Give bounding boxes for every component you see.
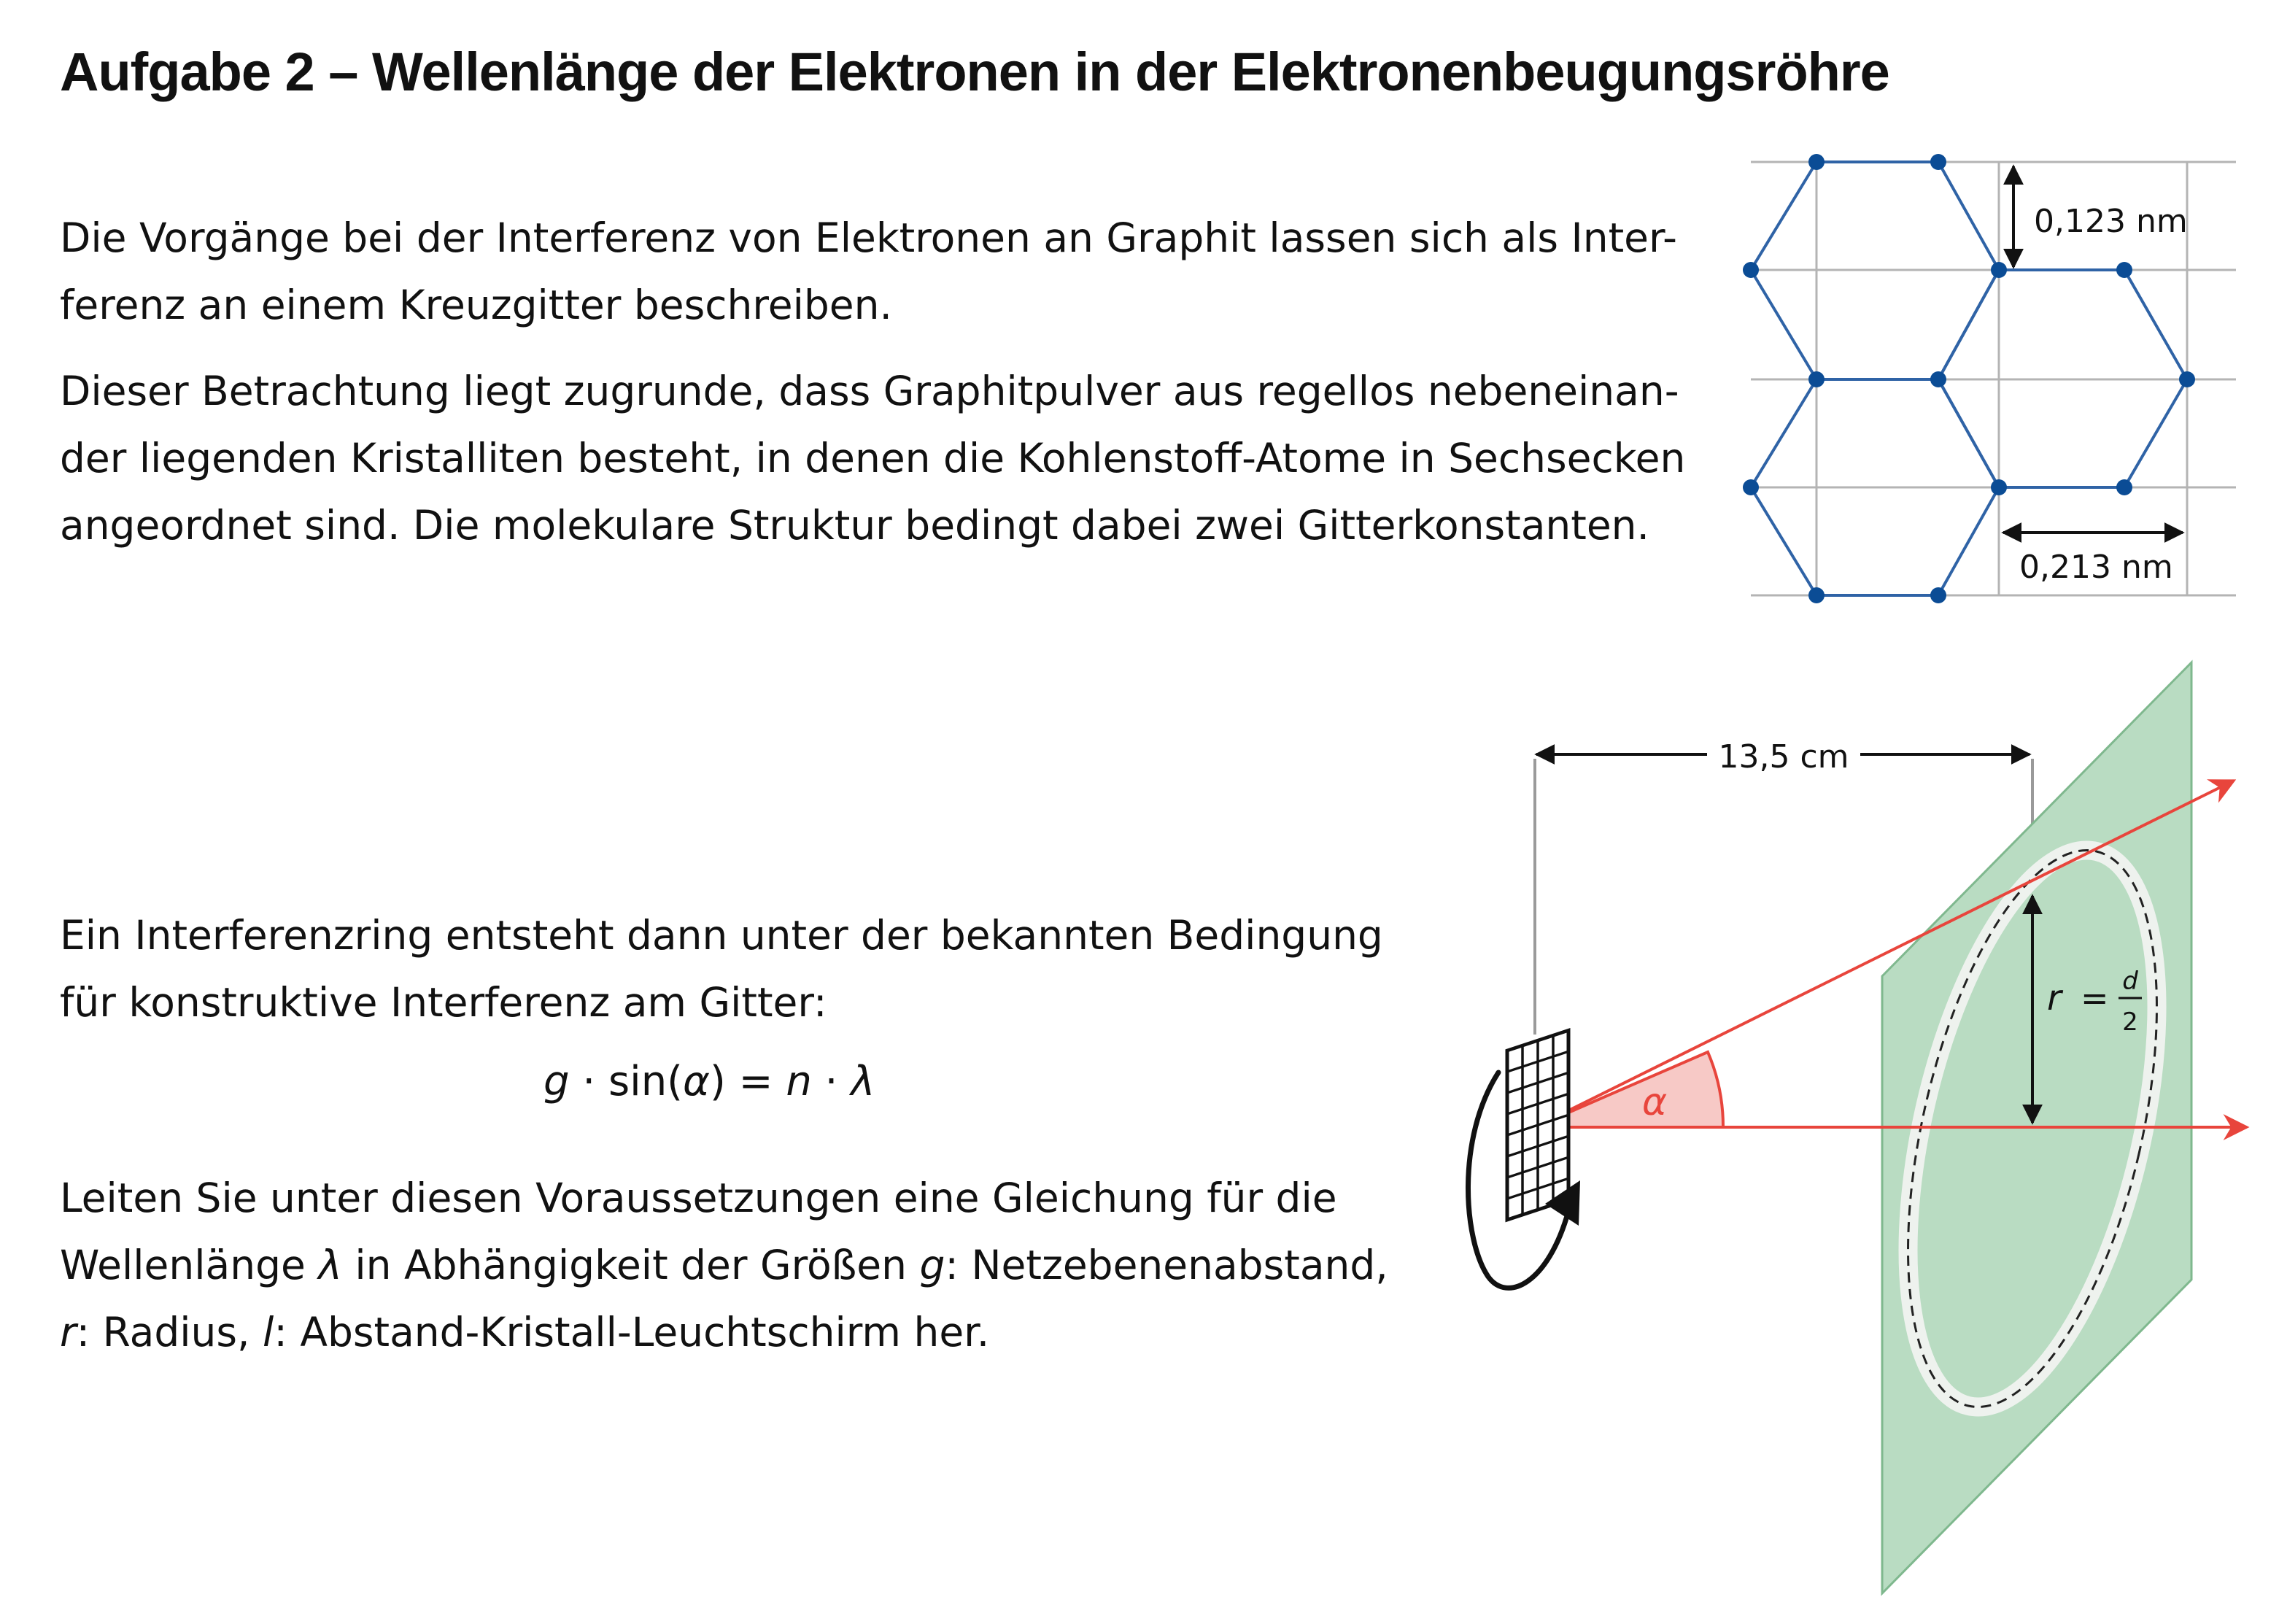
task-symbol-l: l [263, 1309, 274, 1356]
intro-line-1: Die Vorgänge bei der Interferenz von Elektronen an Graphit lassen sich als Inter- [60, 214, 1677, 261]
carbon-atom [1743, 262, 1759, 278]
task-text-b: in Abhängigkeit der Größen [341, 1242, 920, 1288]
task-text-a: Wellenlänge [60, 1242, 319, 1288]
carbon-atom [1930, 154, 1946, 170]
diffraction-setup-diagram [1468, 662, 2247, 1593]
carbon-atom [1991, 479, 2007, 495]
radius-equals: = [2081, 978, 2109, 1018]
formula-dot-2: · [811, 1058, 851, 1105]
carbon-atom [1808, 154, 1825, 170]
angle-label: α [1641, 1080, 1668, 1124]
condition-line-2: für konstruktive Interferenz am Gitter: [60, 979, 827, 1026]
task-text-d: : Radius, [76, 1309, 263, 1356]
radius-symbol-r: r [2047, 978, 2062, 1018]
page-title: Aufgabe 2 – Wellenlänge der Elektronen in der Elektronenbeugungsröhre [60, 42, 1889, 102]
formula-close: ) = [709, 1058, 786, 1105]
carbon-atom [2116, 262, 2132, 278]
graphite-line-2: der liegenden Kristalliten besteht, in denen die Kohlenstoff-Atome in Sechsecken [60, 435, 1686, 482]
carbon-atom [1808, 371, 1825, 387]
carbon-atom [2116, 479, 2132, 495]
task-text-e: : Abstand-Kristall-Leuchtschirm her. [274, 1309, 990, 1356]
task-line-1: Leiten Sie unter diesen Voraussetzungen eine Gleichung für die [60, 1175, 1337, 1221]
radius-numerator-d: d [2122, 967, 2138, 996]
crystal-grid [1507, 1030, 1568, 1220]
formula-n: n [786, 1058, 812, 1105]
task-text-c: : Netzebenenabstand, [945, 1242, 1388, 1288]
intro-line-2: ferenz an einem Kreuzgitter beschreiben. [60, 282, 892, 328]
graphite-lattice-diagram [1743, 154, 2236, 603]
radius-denominator-2: 2 [2122, 1008, 2138, 1037]
distance-label: 13,5 cm [1718, 738, 1849, 776]
graphite-line-1: Dieser Betrachtung liegt zugrunde, dass Graphitpulver aus regellos nebeneinan- [60, 368, 1679, 414]
task-symbol-lambda: λ [318, 1242, 342, 1288]
lattice-label-horizontal: 0,213 nm [2019, 549, 2173, 586]
formula-alpha: α [683, 1058, 710, 1105]
formula-sin: sin( [608, 1058, 684, 1105]
condition-line-1: Ein Interferenzring entsteht dann unter der bekannten Bedingung [60, 912, 1383, 959]
carbon-atom [1808, 587, 1825, 603]
carbon-atom [2179, 371, 2195, 387]
formula-g: g [543, 1058, 570, 1105]
formula-dot-1: · [569, 1058, 608, 1105]
carbon-atom [1930, 371, 1946, 387]
carbon-atom [1930, 587, 1946, 603]
carbon-atom [1991, 262, 2007, 278]
formula-lambda: λ [851, 1058, 875, 1105]
lattice-label-vertical: 0,123 nm [2034, 203, 2188, 240]
task-symbol-r: r [60, 1309, 77, 1356]
graphite-line-3: angeordnet sind. Die molekulare Struktur bedingt dabei zwei Gitterkonstanten. [60, 502, 1650, 549]
carbon-atom [1743, 479, 1759, 495]
task-symbol-g: g [919, 1242, 945, 1288]
